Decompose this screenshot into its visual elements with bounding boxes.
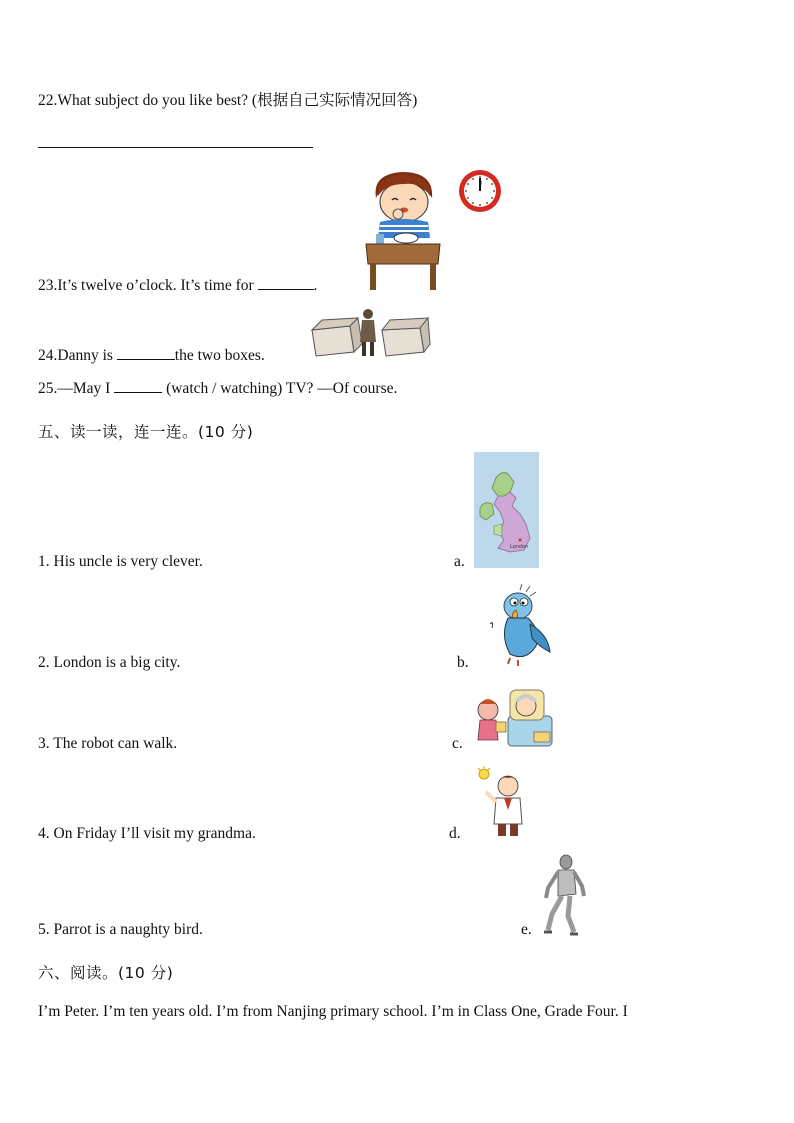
blank-24[interactable] xyxy=(117,346,175,360)
answer-line-22[interactable] xyxy=(38,147,313,148)
match-sentence-1[interactable]: 1. His uncle is very clever. xyxy=(38,553,203,570)
match-letter-b[interactable]: b. xyxy=(457,654,469,671)
match-letter-a[interactable]: a. xyxy=(454,553,465,570)
map-london-label: London xyxy=(510,544,529,550)
question-24: 24.Danny is the two boxes. xyxy=(38,347,265,364)
question-22-text: 22.What subject do you like best? (根据自己实际情况回答) xyxy=(38,92,418,109)
blank-25[interactable] xyxy=(114,379,162,393)
match-sentence-3[interactable]: 3. The robot can walk. xyxy=(38,735,178,752)
grandma-icon xyxy=(474,686,554,750)
question-23: 23.It’s twelve o’clock. It’s time for . xyxy=(38,277,318,294)
boy-eating-icon xyxy=(362,168,444,292)
question-23-text: 23.It’s twelve o’clock. It’s time for xyxy=(38,277,254,294)
robot-icon xyxy=(538,854,586,938)
match-letter-e[interactable]: e. xyxy=(521,921,532,938)
match-sentence-4[interactable]: 4. On Friday I’ll visit my grandma. xyxy=(38,825,256,842)
section-6-heading: 六、阅读。(10 分) xyxy=(38,964,174,982)
parrot-icon xyxy=(480,584,552,668)
clock-icon xyxy=(456,168,504,214)
match-letter-d[interactable]: d. xyxy=(449,825,461,842)
question-25: 25.—May I (watch / watching) TV? —Of course. xyxy=(38,380,398,397)
section-5-heading: 五、读一读，连一连。(10 分) xyxy=(38,423,254,441)
match-letter-c[interactable]: c. xyxy=(452,735,463,752)
blank-23[interactable] xyxy=(258,276,314,290)
question-24-text: 24.Danny is xyxy=(38,347,113,364)
match-sentence-2[interactable]: 2. London is a big city. xyxy=(38,654,181,671)
boxes-icon xyxy=(308,306,432,360)
uk-map-icon xyxy=(474,452,539,568)
reading-passage: I’m Peter. I’m ten years old. I’m from Nanjing primary school. I’m in Class One, Grade Four. I xyxy=(38,1003,628,1020)
question-25-text: 25.—May I xyxy=(38,380,111,397)
scientist-icon xyxy=(478,766,526,840)
match-sentence-5[interactable]: 5. Parrot is a naughty bird. xyxy=(38,921,203,938)
question-22 xyxy=(38,88,417,110)
